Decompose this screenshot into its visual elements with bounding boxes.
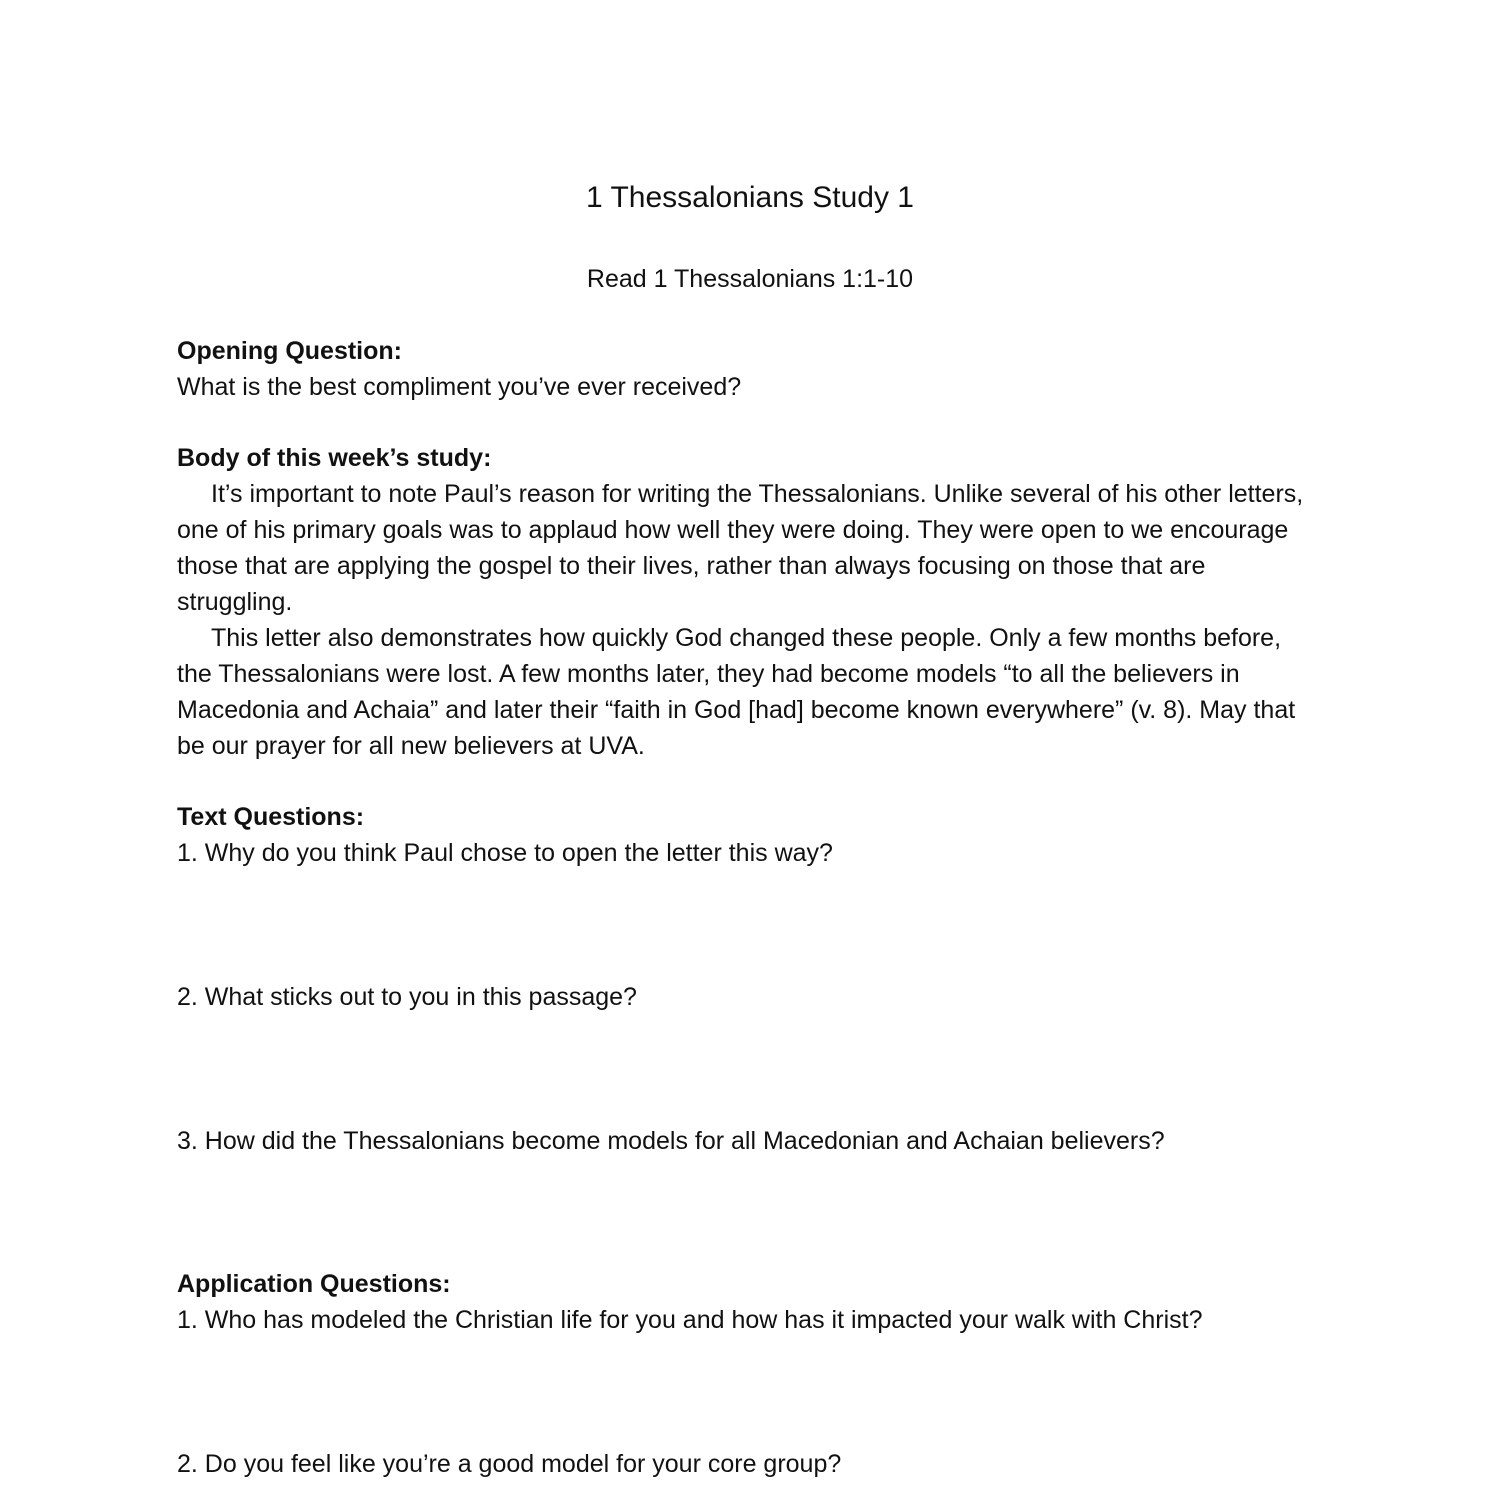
application-question-1: 1. Who has modeled the Christian life for you and how has it impacted your walk with Christ? (177, 1306, 1203, 1334)
text-questions-heading-block (177, 799, 1327, 871)
body-paragraph-1: It’s important to note Paul’s reason for writing the Thessalonians. Unlike several of his other letters, one of his primary goals was to applaud how well they were doing. They were open to we encourage those that are applying the gospel to their lives, rather than always focusing on those that are struggling. (177, 480, 1304, 616)
application-question-2-block (177, 1446, 1327, 1482)
page-subtitle: Read 1 Thessalonians 1:1-10 (586, 265, 914, 293)
body-section (177, 440, 1327, 764)
body-paragraph-2: This letter also demonstrates how quickly God changed these people. Only a few months before, the Thessalonians were lost. A few months later, they had become models “to all the believers in Macedonia and Achaia” and later their “faith in God [had] become known everywhere” (v. 8). May that be our prayer for all new believers at UVA. (177, 624, 1296, 760)
text-question-3: 3. How did the Thessalonians become models for all Macedonian and Achaian believers? (177, 1127, 1165, 1155)
text-question-2: 2. What sticks out to you in this passage? (177, 983, 637, 1011)
opening-question: What is the best compliment you’ve ever received? (177, 373, 742, 401)
text-questions-heading: Text Questions: (177, 803, 365, 831)
application-questions-heading: Application Questions: (177, 1270, 451, 1298)
body-heading: Body of this week’s study: (177, 444, 492, 472)
application-question-2: 2. Do you feel like you’re a good model for your core group? (177, 1450, 842, 1478)
text-question-3-block (177, 1123, 1327, 1159)
page-title: 1 Thessalonians Study 1 (586, 181, 914, 214)
application-questions-block (177, 1266, 1327, 1338)
text-question-1: 1. Why do you think Paul chose to open the letter this way? (177, 839, 833, 867)
text-question-2-block (177, 979, 1327, 1015)
opening-heading: Opening Question: (177, 337, 402, 365)
opening-section (177, 333, 1327, 405)
